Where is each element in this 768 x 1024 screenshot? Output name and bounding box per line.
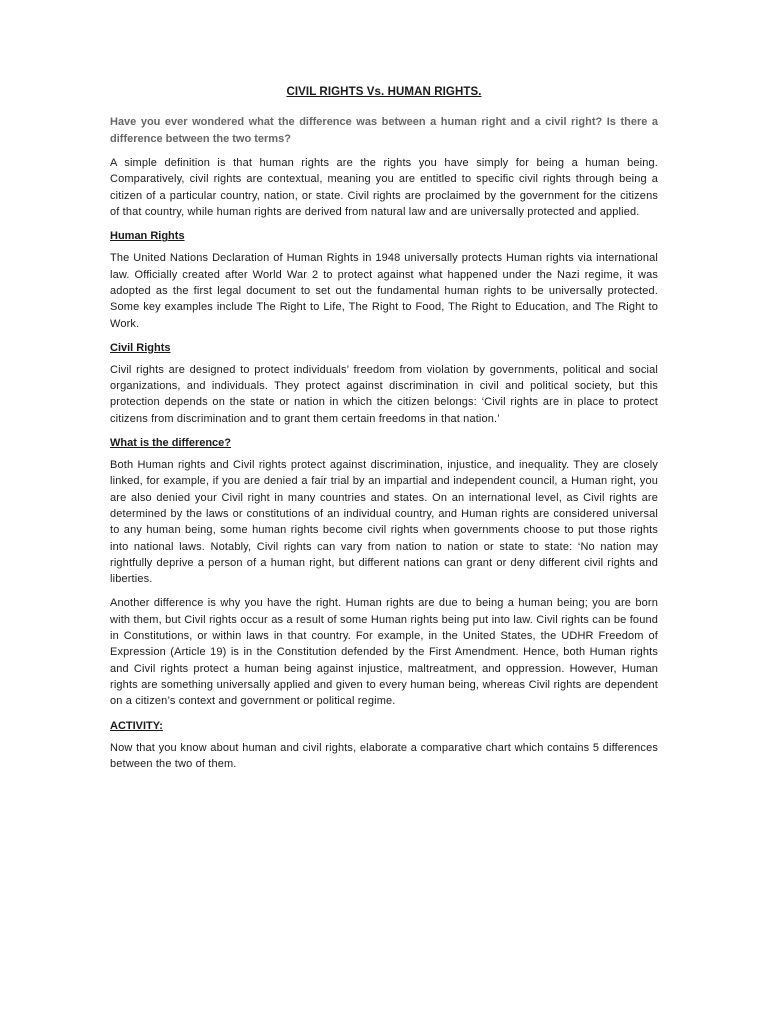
activity-paragraph: Now that you know about human and civil rights, elaborate a comparative chart which contains 5 differences between the two of them. [110, 741, 658, 770]
difference-paragraph-2: Another difference is why you have the right. Human rights are due to being a human being; you are born with them, but Civil rights occur as a result of some Human rights being put into law. Civil rights can be found in Constitutions, or within laws in that country. For example, in the United States, the UDHR Freedom of Expression (Article 19) is in the Constitution defended by the First Amendment. Hence, both Human rights and Civil rights protect a human being against injustice, maltreatment, and oppression. However, Human rights are something universally applied and given to every human being, whereas Civil rights are dependent on a citizen’s context and government or political regime. [110, 597, 658, 708]
civil-rights-heading: Civil Rights [110, 341, 171, 354]
document-title: CIVIL RIGHTS Vs. HUMAN RIGHTS. [286, 86, 482, 98]
activity-heading: ACTIVITY: [110, 719, 163, 732]
document-page [110, 84, 658, 780]
intro-question: Have you ever wondered what the difference was between a human right and a civil right? Is there a difference between the two terms? [110, 116, 658, 145]
civil-rights-paragraph: Civil rights are designed to protect individuals’ freedom from violation by governments, political and social organizations, and individuals. They protect against discrimination in civil and political society, but this protection depends on the state or nation in which the citizen belongs: ‘Civil rights are in place to protect citizens from discrimination and to grant them certain freedoms in that nation.’ [110, 363, 658, 425]
human-rights-heading: Human Rights [110, 230, 185, 243]
difference-heading: What is the difference? [110, 437, 232, 450]
definition-paragraph: A simple definition is that human rights are the rights you have simply for being a human being. Comparatively, civil rights are contextual, meaning you are entitled to specific civil rights through being a citizen of a particular country, nation, or state. Civil rights are proclaimed by the government for the citizens of that country, while human rights are derived from natural law and are universally protected and applied. [110, 157, 658, 219]
human-rights-paragraph: The United Nations Declaration of Human Rights in 1948 universally protects Human rights via international law. Officially created after World War 2 to protect against what happened under the Nazi regime, it was adopted as the first legal document to set out the fundamental human rights to be universally protected. Some key examples include The Right to Life, The Right to Food, The Right to Education, and The Right to Work. [110, 252, 658, 330]
difference-paragraph-1: Both Human rights and Civil rights protect against discrimination, injustice, and inequality. They are closely linked, for example, if you are denied a fair trial by an impartial and independent council, a Human right, you are also denied your Civil right in many countries and states. On an international level, as Civil rights are determined by the laws or constitutions of an individual country, and Human rights are considered universal to any human being, some human rights become civil rights when governments choose to put those rights into national laws. Notably, Civil rights can vary from nation to nation or state to state: ‘No nation may rightfully deprive a person of a human right, but different nations can grant or deny different civil rights and liberties. [110, 459, 658, 586]
